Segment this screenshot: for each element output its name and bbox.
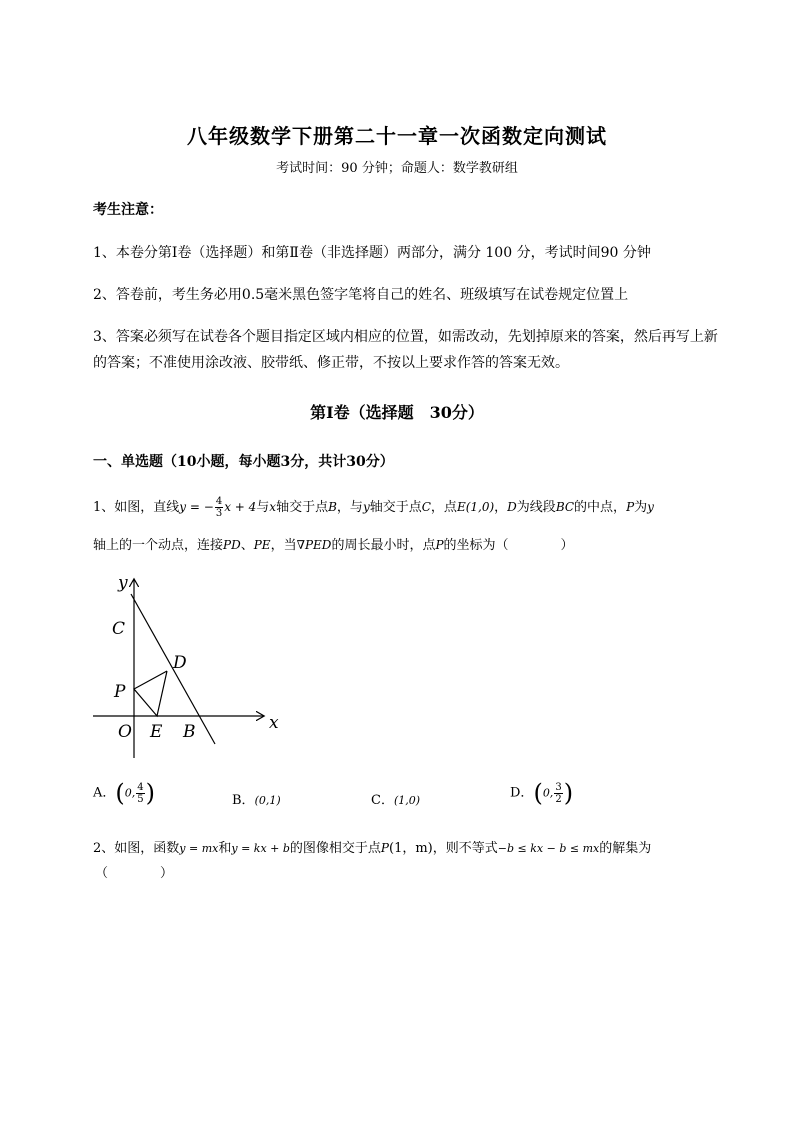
notice-item-3-line-2: 的答案；不准使用涂改液、胶带纸、修正带，不按以上要求作答的答案无效。	[93, 355, 569, 371]
q1-text-i: 为	[634, 500, 648, 515]
q1-E-point: E(1,0)	[456, 500, 495, 514]
q2-point-label: P	[380, 841, 389, 855]
q2-and: 和	[218, 841, 232, 856]
notice-item-1: 1、本卷分第Ⅰ卷（选择题）和第Ⅱ卷（非选择题）两部分，满分 100 分，考试时间90 分钟	[93, 245, 651, 261]
label-c: C	[112, 619, 126, 639]
q1-P2: P	[435, 538, 444, 552]
option-b[interactable]	[232, 789, 281, 808]
q1-text-d: 轴交于点	[369, 500, 422, 515]
q1-frac-num: 4	[215, 496, 223, 507]
q1-fraction	[215, 496, 223, 519]
q1-y: y	[362, 500, 370, 514]
section-title: 第Ⅰ卷（选择题 30分）	[310, 403, 484, 422]
q1-line2-d: 的周长最小时，点	[331, 538, 436, 553]
option-d-close-paren: )	[563, 779, 574, 807]
option-a-open-paren: (	[115, 779, 125, 807]
option-a-close-paren: )	[145, 779, 156, 807]
q2-inequality: −b ≤ kx − b ≤ mx	[497, 842, 600, 855]
q1-prefix: 1、如图，直线	[93, 500, 180, 515]
option-d-den: 2	[555, 793, 562, 805]
q1-D: D	[507, 500, 517, 514]
question-1-line-2	[93, 534, 574, 553]
option-d-label: D．	[510, 785, 534, 801]
label-x: x	[269, 713, 279, 733]
q1-line2-b: 、	[240, 538, 254, 553]
q2-mid: 的图像相交于点	[289, 841, 381, 856]
label-o: O	[118, 722, 132, 742]
q1-line2-a: 轴上的一个动点，连接	[93, 538, 224, 553]
q1-PD: PD	[223, 538, 241, 552]
q1-text-e: ，点	[430, 500, 457, 515]
notice-heading: 考生注意：	[93, 202, 163, 218]
q1-C: C	[421, 500, 431, 514]
q2-prefix: 2、如图，函数	[93, 841, 180, 856]
option-a-fraction	[136, 782, 144, 805]
option-a-num: 4	[137, 781, 144, 793]
q1-x: x	[269, 500, 277, 514]
q1-PE: PE	[253, 538, 271, 552]
q1-text-a: 与	[256, 500, 270, 515]
label-b: B	[183, 722, 196, 742]
label-e: E	[150, 722, 163, 742]
exam-subtitle: 考试时间：90 分钟；命题人：数学教研组	[276, 161, 518, 176]
question-2-line-1	[93, 837, 651, 856]
option-a[interactable]	[93, 781, 155, 805]
option-c[interactable]	[371, 789, 420, 808]
q2-end: 的解集为	[599, 841, 652, 856]
notice-item-2: 2、答卷前，考生务必用0.5毫米黑色签字笔将自己的姓名、班级填写在试卷规定位置上	[93, 287, 629, 303]
label-d: D	[173, 653, 187, 673]
option-d-open-paren: (	[533, 779, 543, 807]
option-b-label: B．	[232, 793, 255, 808]
q1-line2-e: 的坐标为（ ）	[443, 538, 574, 553]
notice-item-3-line-1: 3、答案必须写在试卷各个题目指定区域内相应的位置，如需改动，先划掉原来的答案，然后再写上新	[93, 329, 718, 345]
option-a-den: 5	[137, 793, 144, 805]
q1-text-g: 为线段	[516, 500, 556, 515]
option-d-prefix: 0,	[542, 786, 554, 800]
coordinate-figure	[85, 568, 295, 768]
q1-P: P	[626, 500, 635, 514]
question-2-answer-blank: （ ）	[95, 866, 174, 881]
q1-text-c: ，与	[336, 500, 363, 515]
q1-eq-left: y = −	[179, 500, 214, 514]
q1-B: B	[328, 500, 337, 514]
q1-text-h: 的中点，	[574, 500, 627, 515]
part-title: 一、单选题（10小题，每小题3分，共计30分）	[93, 454, 394, 470]
q1-eq-right: x + 4	[224, 500, 257, 514]
q1-text-b: 轴交于点	[276, 500, 329, 515]
option-c-value: (1,0)	[393, 794, 421, 807]
option-a-label: A．	[93, 785, 116, 801]
page-title: 八年级数学下册第二十一章一次函数定向测试	[187, 124, 607, 148]
q1-text-f: ，	[494, 500, 508, 515]
option-a-prefix: 0,	[124, 786, 136, 800]
triangle-ped	[134, 671, 167, 716]
q2-mid-2: ，则不等式	[432, 841, 498, 856]
q1-frac-den: 3	[215, 508, 223, 519]
q2-function-1: y = mx	[179, 842, 219, 855]
question-1-line-1	[93, 496, 654, 519]
q1-triangle: ∇PED	[296, 538, 332, 552]
q2-function-2: y = kx + b	[231, 842, 290, 855]
label-p: P	[114, 682, 126, 702]
q1-line2-c: ，当	[270, 538, 297, 553]
option-c-label: C．	[371, 793, 394, 808]
label-y: y	[118, 573, 128, 593]
option-d-num: 3	[555, 781, 562, 793]
option-d-fraction	[554, 782, 562, 805]
q1-BC: BC	[555, 500, 575, 514]
q1-y2: y	[647, 500, 654, 514]
option-b-value: (0,1)	[254, 794, 281, 807]
option-d[interactable]	[510, 781, 573, 805]
q2-point-coords: (1，m)	[389, 841, 433, 856]
